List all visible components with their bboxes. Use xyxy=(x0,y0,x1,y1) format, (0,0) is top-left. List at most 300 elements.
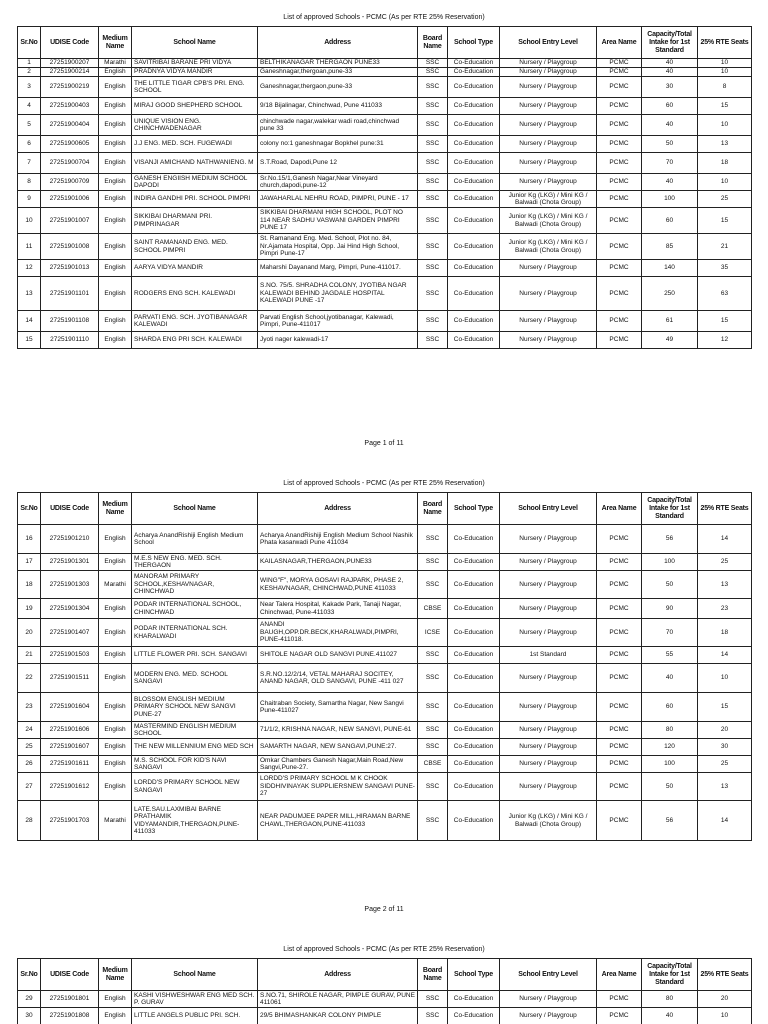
table-cell: PCMC xyxy=(597,311,642,332)
table-cell: 250 xyxy=(642,277,698,311)
table-cell: 25 xyxy=(698,554,752,571)
table-cell: Co-Education xyxy=(448,773,500,801)
table-row xyxy=(18,277,752,311)
table-cell: PCMC xyxy=(597,739,642,756)
table-cell: 40 xyxy=(642,68,698,77)
table-cell: Co-Education xyxy=(448,191,500,208)
table-row xyxy=(18,571,752,599)
column-header: Medium Name xyxy=(99,27,132,59)
table-cell: 21 xyxy=(698,234,752,260)
table-cell: English xyxy=(99,664,132,693)
table-cell: NEAR PADUMJEE PAPER MILL,HIRAMAN BARNE CHAWL,THERGAON,PUNE-411033 xyxy=(258,801,418,841)
table-cell: St. Ramanand Eng. Med. School, Plot no. 84, Nr.Ajamata Hospital, Opp. Jai Hind High School, Pimpri Pune-17 xyxy=(258,234,418,260)
table-cell: Nursery / Playgroup xyxy=(500,693,597,722)
table-cell: 120 xyxy=(642,739,698,756)
table-cell: 9/18 Bijalinagar, Chinchwad, Pune 411033 xyxy=(258,98,418,115)
header-row xyxy=(18,27,752,59)
table-cell: 60 xyxy=(642,208,698,234)
table-row xyxy=(18,801,752,841)
table-cell: SSC xyxy=(418,68,448,77)
table-cell: Co-Education xyxy=(448,756,500,773)
table-row xyxy=(18,136,752,153)
table-cell: PCMC xyxy=(597,664,642,693)
table-cell: Co-Education xyxy=(448,136,500,153)
table-cell: S.NO.71, SHIROLE NAGAR, PIMPLE GURAV, PUNE 411061 xyxy=(258,991,418,1008)
table-cell: 15 xyxy=(698,98,752,115)
table-cell: 15 xyxy=(18,332,41,349)
table-cell: English xyxy=(99,136,132,153)
table-cell: 4 xyxy=(18,98,41,115)
column-header: UDISE Code xyxy=(41,27,99,59)
table-cell: English xyxy=(99,773,132,801)
table-cell: PCMC xyxy=(597,571,642,599)
column-header: Board Name xyxy=(418,493,448,525)
table-cell: 20 xyxy=(18,619,41,647)
table-cell: 27251901101 xyxy=(41,277,99,311)
table-cell: Co-Education xyxy=(448,115,500,136)
table-cell: PCMC xyxy=(597,525,642,554)
table-cell: 27251901013 xyxy=(41,260,99,277)
table-cell: English xyxy=(99,277,132,311)
table-cell: Nursery / Playgroup xyxy=(500,153,597,174)
table-cell: 50 xyxy=(642,136,698,153)
table-cell: Nursery / Playgroup xyxy=(500,68,597,77)
table-cell: SSC xyxy=(418,991,448,1008)
table-cell: PODAR INTERNATIONAL SCH. KHARALWADI xyxy=(132,619,258,647)
column-header: School Type xyxy=(448,959,500,991)
table-cell: 27251901210 xyxy=(41,525,99,554)
table-cell: English xyxy=(99,208,132,234)
table-cell: 50 xyxy=(642,773,698,801)
table-cell: 63 xyxy=(698,277,752,311)
table-cell: PCMC xyxy=(597,115,642,136)
table-cell: PCMC xyxy=(597,277,642,311)
table-cell: Co-Education xyxy=(448,1008,500,1024)
table-cell: 140 xyxy=(642,260,698,277)
column-header: UDISE Code xyxy=(41,493,99,525)
table-cell: SSC xyxy=(418,277,448,311)
table-cell: 80 xyxy=(642,722,698,739)
table-cell: PCMC xyxy=(597,332,642,349)
table-cell: English xyxy=(99,191,132,208)
table-row xyxy=(18,115,752,136)
table-cell: 100 xyxy=(642,554,698,571)
table-cell: Nursery / Playgroup xyxy=(500,773,597,801)
table-row xyxy=(18,739,752,756)
table-cell: Nursery / Playgroup xyxy=(500,525,597,554)
table-cell: Co-Education xyxy=(448,991,500,1008)
header-row xyxy=(18,959,752,991)
table-cell: Nursery / Playgroup xyxy=(500,739,597,756)
table-cell: 12 xyxy=(698,332,752,349)
table-cell: Ganeshnagar,thergoan,pune-33 xyxy=(258,68,418,77)
column-header: Address xyxy=(258,959,418,991)
table-cell: Nursery / Playgroup xyxy=(500,174,597,191)
table-cell: Nursery / Playgroup xyxy=(500,277,597,311)
column-header: School Type xyxy=(448,27,500,59)
table-row xyxy=(18,234,752,260)
table-cell: S.T.Road, Dapodi,Pune 12 xyxy=(258,153,418,174)
table-cell: Junior Kg (LKG) / Mini KG / Balwadi (Chota Group) xyxy=(500,191,597,208)
table-cell: KASHI VISHWESHWAR ENG MED SCH. P. GURAV xyxy=(132,991,258,1008)
table-cell: PCMC xyxy=(597,191,642,208)
table-cell: 10 xyxy=(698,59,752,68)
table-cell: 14 xyxy=(698,525,752,554)
table-cell: Acharya AnandRishiji English Medium School xyxy=(132,525,258,554)
table-row xyxy=(18,311,752,332)
table-cell: English xyxy=(99,332,132,349)
table-cell: Co-Education xyxy=(448,260,500,277)
table-cell: Marathi xyxy=(99,59,132,68)
table-cell: 27251901511 xyxy=(41,664,99,693)
table-cell: 30 xyxy=(18,1008,41,1024)
table-cell: SAMARTH NAGAR, NEW SANGAVI,PUNE:27. xyxy=(258,739,418,756)
table-cell: PCMC xyxy=(597,136,642,153)
table-cell: 18 xyxy=(18,571,41,599)
table-cell: VISANJI AMICHAND NATHWANIENG. M xyxy=(132,153,258,174)
table-cell: PCMC xyxy=(597,722,642,739)
table-cell: 27251901612 xyxy=(41,773,99,801)
table-cell: PCMC xyxy=(597,693,642,722)
table-cell: SSC xyxy=(418,664,448,693)
column-header: Medium Name xyxy=(99,493,132,525)
table-cell: MODERN ENG. MED. SCHOOL SANGAVI xyxy=(132,664,258,693)
table-cell: PCMC xyxy=(597,153,642,174)
table-cell: AARYA VIDYA MANDIR xyxy=(132,260,258,277)
table-cell: Nursery / Playgroup xyxy=(500,1008,597,1024)
table-cell: SSC xyxy=(418,801,448,841)
document-page-1 xyxy=(0,0,768,447)
column-header: School Name xyxy=(132,27,258,59)
table-row xyxy=(18,1008,752,1024)
table-cell: 10 xyxy=(698,1008,752,1024)
table-cell: PARVATI ENG. SCH. JYOTIBANAGAR KALEWADI xyxy=(132,311,258,332)
table-cell: Chaitraban Society, Samartha Nagar, New Sangvi Pune-411027 xyxy=(258,693,418,722)
table-cell: English xyxy=(99,115,132,136)
table-row xyxy=(18,554,752,571)
table-cell: Nursery / Playgroup xyxy=(500,98,597,115)
table-cell: SSC xyxy=(418,647,448,664)
table-cell: 27251901303 xyxy=(41,571,99,599)
table-cell: 27251900207 xyxy=(41,59,99,68)
table-cell: 13 xyxy=(18,277,41,311)
table-row xyxy=(18,59,752,68)
column-header: School Entry Level xyxy=(500,959,597,991)
table-cell: English xyxy=(99,619,132,647)
table-cell: LITTLE FLOWER PRI. SCH. SANGAVI xyxy=(132,647,258,664)
table-row xyxy=(18,773,752,801)
column-header: School Entry Level xyxy=(500,493,597,525)
table-cell: 29/5 BHIMASHANKAR COLONY PIMPLE xyxy=(258,1008,418,1024)
table-cell: 14 xyxy=(698,801,752,841)
table-cell: THE NEW MILLENNIUM ENG MED SCH xyxy=(132,739,258,756)
table-cell: SSC xyxy=(418,77,448,98)
table-cell: J.J ENG. MED. SCH. FUGEWADI xyxy=(132,136,258,153)
table-cell: PCMC xyxy=(597,260,642,277)
page-number: Page 1 of 11 xyxy=(364,440,404,447)
table-body xyxy=(18,991,752,1024)
table-cell: Nursery / Playgroup xyxy=(500,311,597,332)
table-cell: Near Talera Hospital, Kakade Park, Tanaji Nagar, Chinchwad, Pune-411033 xyxy=(258,599,418,619)
table-row xyxy=(18,98,752,115)
table-cell: Co-Education xyxy=(448,554,500,571)
table-cell: PCMC xyxy=(597,619,642,647)
table-cell: Co-Education xyxy=(448,68,500,77)
column-header: Address xyxy=(258,493,418,525)
table-cell: 27251901611 xyxy=(41,756,99,773)
table-cell: BLOSSOM ENGLISH MEDIUM PRIMARY SCHOOL NEW SANGVI PUNE-27 xyxy=(132,693,258,722)
document-page-2 xyxy=(0,466,768,913)
table-cell: SAVITRIBAI BARANE PRI VIDYA xyxy=(132,59,258,68)
table-cell: English xyxy=(99,756,132,773)
table-cell: Co-Education xyxy=(448,77,500,98)
table-cell: 10 xyxy=(698,115,752,136)
table-cell: 27251900219 xyxy=(41,77,99,98)
table-cell: SIKKIBAI DHARMANI PRI. PIMPRINAGAR xyxy=(132,208,258,234)
document-title: List of approved Schools - PCMC (As per RTE 25% Reservation) xyxy=(283,14,485,21)
table-cell: SSC xyxy=(418,773,448,801)
table-cell: Co-Education xyxy=(448,311,500,332)
table-cell: LORDD'S PRIMARY SCHOOL M K CHOOK SIDDHIVINAYAK SUPPLIERSNEW SANGAVI PUNE-27 xyxy=(258,773,418,801)
table-cell: 27251901006 xyxy=(41,191,99,208)
column-header: School Type xyxy=(448,493,500,525)
table-cell: Nursery / Playgroup xyxy=(500,664,597,693)
table-cell: 20 xyxy=(698,722,752,739)
table-cell: 70 xyxy=(642,619,698,647)
column-header: Board Name xyxy=(418,959,448,991)
table-row xyxy=(18,153,752,174)
table-cell: PCMC xyxy=(597,991,642,1008)
table-cell: SSC xyxy=(418,693,448,722)
table-cell: Nursery / Playgroup xyxy=(500,554,597,571)
table-cell: Sr.No.15/1,Ganesh Nagar,Near Vineyard church,dapodi,pune-12 xyxy=(258,174,418,191)
table-cell: PCMC xyxy=(597,77,642,98)
table-row xyxy=(18,599,752,619)
table-cell: LORDD'S PRIMARY SCHOOL NEW SANGAVI xyxy=(132,773,258,801)
table-cell: 27251900214 xyxy=(41,68,99,77)
table-cell: Junior Kg (LKG) / Mini KG / Balwadi (Chota Group) xyxy=(500,208,597,234)
table-cell: English xyxy=(99,77,132,98)
table-cell: 28 xyxy=(18,801,41,841)
table-cell: CBSE xyxy=(418,599,448,619)
table-cell: 50 xyxy=(642,571,698,599)
table-cell: 60 xyxy=(642,693,698,722)
table-cell: Nursery / Playgroup xyxy=(500,599,597,619)
table-cell: Nursery / Playgroup xyxy=(500,722,597,739)
table-cell: 80 xyxy=(642,991,698,1008)
table-cell: PRADNYA VIDYA MANDIR xyxy=(132,68,258,77)
table-cell: Co-Education xyxy=(448,153,500,174)
table-cell: 14 xyxy=(18,311,41,332)
column-header: Area Name xyxy=(597,959,642,991)
table-cell: LATE.SAU.LAXMIBAI BARNE PRATHAMIK VIDYAMANDIR,THERGAON,PUNE-411033 xyxy=(132,801,258,841)
table-cell: 21 xyxy=(18,647,41,664)
table-cell: Nursery / Playgroup xyxy=(500,59,597,68)
table-row xyxy=(18,68,752,77)
table-cell: Co-Education xyxy=(448,59,500,68)
table-header xyxy=(18,493,752,525)
table-cell: Co-Education xyxy=(448,739,500,756)
table-cell: 90 xyxy=(642,599,698,619)
table-body xyxy=(18,525,752,841)
column-header: School Name xyxy=(132,959,258,991)
table-cell: 23 xyxy=(18,693,41,722)
table-cell: 1st Standard xyxy=(500,647,597,664)
table-cell: 2 xyxy=(18,68,41,77)
table-cell: SSC xyxy=(418,234,448,260)
table-cell: 27251900404 xyxy=(41,115,99,136)
table-cell: English xyxy=(99,260,132,277)
table-cell: 7 xyxy=(18,153,41,174)
table-cell: 10 xyxy=(698,664,752,693)
table-cell: SSC xyxy=(418,191,448,208)
table-cell: Co-Education xyxy=(448,332,500,349)
table-cell: 27251901703 xyxy=(41,801,99,841)
table-cell: PCMC xyxy=(597,234,642,260)
table-cell: PCMC xyxy=(597,68,642,77)
table-cell: English xyxy=(99,722,132,739)
table-cell: Co-Education xyxy=(448,277,500,311)
table-cell: PCMC xyxy=(597,1008,642,1024)
table-cell: 10 xyxy=(698,174,752,191)
table-cell: 13 xyxy=(698,571,752,599)
table-cell: ICSE xyxy=(418,619,448,647)
table-cell: 18 xyxy=(698,153,752,174)
document-page-3 xyxy=(0,932,768,1024)
table-cell: 6 xyxy=(18,136,41,153)
table-cell: SHARDA ENG PRI SCH. KALEWADI xyxy=(132,332,258,349)
table-cell: English xyxy=(99,525,132,554)
column-header: 25% RTE Seats xyxy=(698,959,752,991)
table-cell: 30 xyxy=(698,739,752,756)
column-header: School Name xyxy=(132,493,258,525)
table-cell: 49 xyxy=(642,332,698,349)
table-cell: S.R.NO.12/2/14, VETAL MAHARAJ SOCITEY, ANAND NAGAR, OLD SANGAVI, PUNE -411 027 xyxy=(258,664,418,693)
column-header: UDISE Code xyxy=(41,959,99,991)
table-cell: 40 xyxy=(642,115,698,136)
table-row xyxy=(18,756,752,773)
table-cell: 25 xyxy=(698,191,752,208)
table-cell: Ganeshnagar,thergaon,pune-33 xyxy=(258,77,418,98)
table-cell: 85 xyxy=(642,234,698,260)
table-cell: 30 xyxy=(642,77,698,98)
table-cell: 1 xyxy=(18,59,41,68)
table-cell: Marathi xyxy=(99,571,132,599)
table-cell: PCMC xyxy=(597,174,642,191)
table-cell: Co-Education xyxy=(448,801,500,841)
table-cell: Co-Education xyxy=(448,664,500,693)
table-cell: SSC xyxy=(418,136,448,153)
column-header: Capacity/Total Intake for 1st Standard xyxy=(642,493,698,525)
table-row xyxy=(18,191,752,208)
table-cell: 25 xyxy=(698,756,752,773)
table-row xyxy=(18,260,752,277)
table-cell: English xyxy=(99,739,132,756)
table-cell: English xyxy=(99,153,132,174)
table-cell: Co-Education xyxy=(448,208,500,234)
schools-table xyxy=(17,26,752,349)
table-cell: Co-Education xyxy=(448,647,500,664)
table-cell: 15 xyxy=(698,693,752,722)
table-cell: 18 xyxy=(698,619,752,647)
table-cell: PODAR INTERNATIONAL SCHOOL, CHINCHWAD xyxy=(132,599,258,619)
table-cell: Parvati English School,jyotibanagar, Kalewadi, Pimpri, Pune-411017 xyxy=(258,311,418,332)
table-row xyxy=(18,208,752,234)
table-cell: SHITOLE NAGAR OLD SANGVI PUNE.411027 xyxy=(258,647,418,664)
table-cell: 10 xyxy=(18,208,41,234)
table-cell: 40 xyxy=(642,174,698,191)
table-cell: 8 xyxy=(18,174,41,191)
table-cell: 13 xyxy=(698,773,752,801)
table-cell: 27251900403 xyxy=(41,98,99,115)
column-header: 25% RTE Seats xyxy=(698,493,752,525)
table-cell: English xyxy=(99,554,132,571)
table-cell: 27251900605 xyxy=(41,136,99,153)
table-cell: MANORAM PRIMARY SCHOOL,KESHAVNAGAR, CHINCHWAD xyxy=(132,571,258,599)
table-row xyxy=(18,722,752,739)
table-body xyxy=(18,59,752,349)
table-cell: 27251901108 xyxy=(41,311,99,332)
table-cell: Nursery / Playgroup xyxy=(500,332,597,349)
table-cell: 27251901007 xyxy=(41,208,99,234)
table-cell: English xyxy=(99,68,132,77)
table-cell: S.NO. 75/5. SHRADHA COLONY, JYOTIBA NGAR KALEWADI BEHIND JAGDALE HOSPITAL KALEWADI PUNE -17 xyxy=(258,277,418,311)
table-cell: SAINT RAMANAND ENG. MED. SCHOOL PIMPRI xyxy=(132,234,258,260)
table-cell: 25 xyxy=(18,739,41,756)
table-cell: PCMC xyxy=(597,599,642,619)
column-header: Board Name xyxy=(418,27,448,59)
table-row xyxy=(18,991,752,1008)
table-cell: PCMC xyxy=(597,98,642,115)
table-row xyxy=(18,174,752,191)
table-row xyxy=(18,647,752,664)
document-title: List of approved Schools - PCMC (As per RTE 25% Reservation) xyxy=(283,946,485,953)
table-cell: CBSE xyxy=(418,756,448,773)
column-header: School Entry Level xyxy=(500,27,597,59)
table-cell: M.E.S NEW ENG. MED. SCH. THERGAON xyxy=(132,554,258,571)
table-cell: WING"F", MORYA GOSAVI RAJPARK, PHASE 2, KESHAVNAGAR, CHINCHWAD,PUNE 411033 xyxy=(258,571,418,599)
schools-table xyxy=(17,492,752,841)
table-cell: 24 xyxy=(18,722,41,739)
table-cell: 27251901606 xyxy=(41,722,99,739)
column-header: Area Name xyxy=(597,493,642,525)
table-cell: English xyxy=(99,693,132,722)
table-cell: SSC xyxy=(418,739,448,756)
table-cell: 55 xyxy=(642,647,698,664)
table-header xyxy=(18,959,752,991)
table-cell: GANESH ENGIISH MEDIUM SCHOOL DAPODI xyxy=(132,174,258,191)
table-cell: 19 xyxy=(18,599,41,619)
table-cell: 5 xyxy=(18,115,41,136)
table-cell: 27251900709 xyxy=(41,174,99,191)
table-cell: 8 xyxy=(698,77,752,98)
table-cell: SSC xyxy=(418,722,448,739)
table-cell: Junior Kg (LKG) / Mini KG / Balwadi (Chota Group) xyxy=(500,801,597,841)
table-cell: SSC xyxy=(418,153,448,174)
table-cell: 56 xyxy=(642,525,698,554)
table-cell: 20 xyxy=(698,991,752,1008)
table-cell: Marathi xyxy=(99,801,132,841)
column-header: Capacity/Total Intake for 1st Standard xyxy=(642,27,698,59)
table-cell: Co-Education xyxy=(448,98,500,115)
table-cell: SSC xyxy=(418,311,448,332)
table-cell: 40 xyxy=(642,1008,698,1024)
table-cell: Co-Education xyxy=(448,722,500,739)
table-cell: M.S. SCHOOL FOR KID'S NAVI SANGAVI xyxy=(132,756,258,773)
table-cell: PCMC xyxy=(597,756,642,773)
table-cell: 71/1/2, KRISHNA NAGAR, NEW SANGVI, PUNE-61 xyxy=(258,722,418,739)
table-cell: 10 xyxy=(698,68,752,77)
